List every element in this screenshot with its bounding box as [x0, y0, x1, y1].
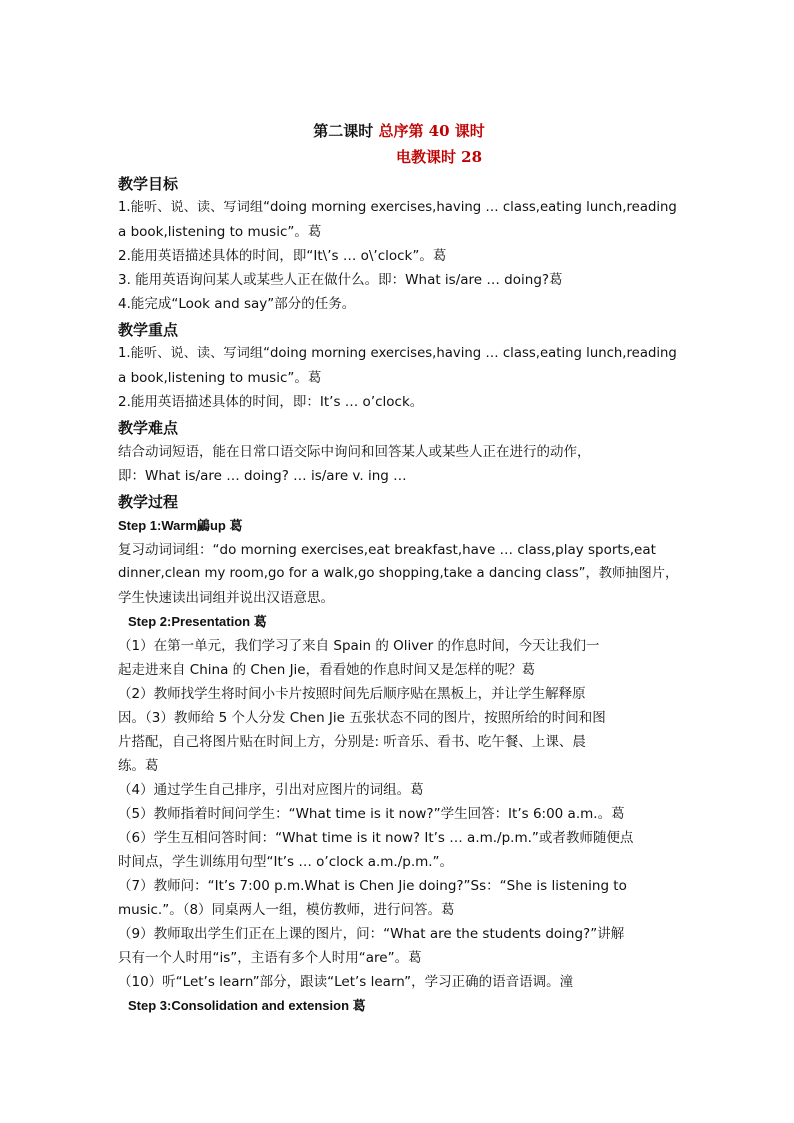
lesson-title-part1: 第二课时 [313, 122, 374, 140]
step2-line: 片搭配，自己将图片贴在时间上方，分别是: 听音乐、看书、吃午餐、上课、晨 [118, 734, 586, 750]
step2-line: 时间点，学生训练用句型“It’s … o’clock a.m./p.m.”。 [118, 854, 454, 870]
step2-line: 只有一个人时用“is”，主语有多个人时用“are”。葛 [118, 950, 422, 966]
step2-line: 练。葛 [118, 758, 159, 774]
key-points-line: 1.能听、说、读、写词组“doing morning exercises,having … class,eating lunch,reading [118, 346, 677, 361]
goals-line: 2.能用英语描述具体的时间，即“It\’s … o\’clock”。葛 [118, 248, 447, 264]
key-points-line: a book,listening to music”。葛 [118, 370, 322, 386]
step1-line: 学生快速读出词组并说出汉语意思。 [118, 590, 334, 606]
step2-line: （7）教师问：“It’s 7:00 p.m.What is Chen Jie doing?”Ss：“She is listening to [118, 878, 627, 894]
lesson-title-part2: 总序第 40 课时 [378, 122, 485, 140]
step2-line: （5）教师指着时间问学生：“What time is it now?”学生回答：It’s 6:00 a.m.。葛 [118, 806, 625, 822]
goals-line: 1.能听、说、读、写词组“doing morning exercises,having … class,eating lunch,reading [118, 200, 677, 215]
step2-line: （2）教师找学生将时间小卡片按照时间先后顺序贴在黑板上，并让学生解释原 [118, 686, 586, 702]
step2-heading: Step 2:Presentation 葛 [128, 614, 267, 629]
key-points-heading: 教学重点 [118, 321, 179, 339]
step1-heading: Step 1:Warm鶣up 葛 [118, 518, 243, 533]
key-points-line: 2.能用英语描述具体的时间，即：It’s … o’clock。 [118, 394, 424, 410]
step1-line: dinner,clean my room,go for a walk,go shopping,take a dancing class”，教师抽图片， [118, 566, 679, 581]
goals-heading: 教学目标 [118, 175, 179, 193]
step2-line: （6）学生互相问答时间：“What time is it now? It’s … a.m./p.m.”或者教师随便点 [118, 830, 634, 846]
lesson-subtitle: 电教课时 28 [395, 148, 483, 166]
step2-line: （4）通过学生自己排序，引出对应图片的词组。葛 [118, 782, 424, 798]
goals-line: 4.能完成“Look and say”部分的任务。 [118, 296, 356, 312]
step2-line: （1）在第一单元，我们学习了来自 Spain 的 Oliver 的作息时间，今天让我们一 [118, 638, 600, 654]
lesson-plan-content [118, 118, 680, 1018]
goals-line: 3. 能用英语询问某人或某些人正在做什么。即：What is/are … doing?葛 [118, 272, 563, 288]
step1-line: 复习动词词组：“do morning exercises,eat breakfast,have … class,play sports,eat [118, 542, 656, 558]
step3-heading: Step 3:Consolidation and extension 葛 [128, 998, 366, 1013]
step2-line: music.”。（8）同桌两人一组，模仿教师，进行问答。葛 [118, 902, 455, 918]
process-heading: 教学过程 [118, 493, 179, 511]
step2-line: （10）听“Let’s learn”部分，跟读“Let’s learn”，学习正确的语音语调。潼 [118, 974, 574, 990]
goals-line: a book,listening to music”。葛 [118, 224, 322, 240]
difficulties-line: 即：What is/are … doing? … is/are v. ing … [118, 468, 407, 484]
lesson-title [118, 118, 680, 144]
step2-line: （9）教师取出学生们正在上课的图片，问：“What are the students doing?”讲解 [118, 926, 625, 942]
step2-line: 起走进来自 China 的 Chen Jie，看看她的作息时间又是怎样的呢？葛 [118, 662, 536, 678]
difficulties-heading: 教学难点 [118, 419, 179, 437]
step2-line: 因。（3）教师给 5 个人分发 Chen Jie 五张状态不同的图片，按照所给的时间和图 [118, 710, 606, 726]
difficulties-line: 结合动词短语，能在日常口语交际中询问和回答某人或某些人正在进行的动作， [118, 444, 591, 460]
